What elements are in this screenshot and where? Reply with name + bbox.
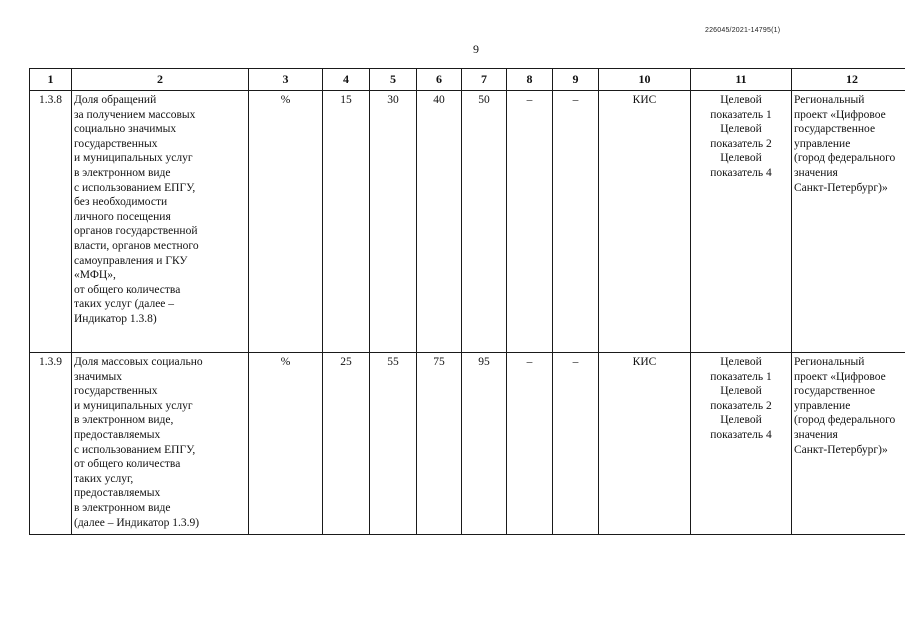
value-cell: 40 [417,91,462,353]
value-cell: 75 [417,353,462,535]
header-cell: 5 [370,69,417,91]
header-cell: 7 [462,69,507,91]
source-cell: КИС [599,353,691,535]
unit-cell: % [249,91,323,353]
table-row [30,91,905,353]
value-cell: – [553,91,599,353]
indicator-code: 1.3.8 [30,91,72,353]
value-cell: 95 [462,353,507,535]
unit-cell: % [249,353,323,535]
header-cell: 4 [323,69,370,91]
targets-cell: Целевой показатель 1 Целевой показатель 2 Целевой показатель 4 [691,353,792,535]
header-cell: 1 [30,69,72,91]
value-cell: 50 [462,91,507,353]
header-cell: 2 [72,69,249,91]
value-cell: 55 [370,353,417,535]
value-cell: – [507,91,553,353]
targets-cell: Целевой показатель 1 Целевой показатель 2 Целевой показатель 4 [691,91,792,353]
header-cell: 9 [553,69,599,91]
source-cell: КИС [599,91,691,353]
value-cell: – [553,353,599,535]
header-cell: 8 [507,69,553,91]
value-cell: 15 [323,91,370,353]
header-cell: 3 [249,69,323,91]
indicator-name: Доля обращений за получением массовых социально значимых государственных и муниципальных услуг в электронном виде с использованием ЕПГУ, без необходимости личного посещения органов государственной власти, органов местного самоуправления и ГКУ «МФЦ», от общего количества таких услуг (далее – Индикатор 1.3.8) [72,91,249,353]
value-cell: 30 [370,91,417,353]
project-cell: Региональный проект «Цифровое государственное управление (город федерального значения Санкт-Петербург)» [792,353,905,535]
page-number: 9 [473,42,479,56]
indicator-code: 1.3.9 [30,353,72,535]
indicator-name: Доля массовых социально значимых государственных и муниципальных услуг в электронном виде, предоставляемых с использованием ЕПГУ, от общего количества таких услуг, предоставляемых в электронном виде (далее – Индикатор 1.3.9) [72,353,249,535]
header-cell: 10 [599,69,691,91]
header-cell: 6 [417,69,462,91]
header-cell: 11 [691,69,792,91]
header-cell: 12 [792,69,905,91]
value-cell: 25 [323,353,370,535]
indicators-table [29,68,905,535]
document-registration-number: 226045/2021-14795(1) [705,27,781,34]
value-cell: – [507,353,553,535]
table-header-row [30,69,905,91]
table-row [30,353,905,535]
project-cell: Региональный проект «Цифровое государственное управление (город федерального значения Санкт-Петербург)» [792,91,905,353]
